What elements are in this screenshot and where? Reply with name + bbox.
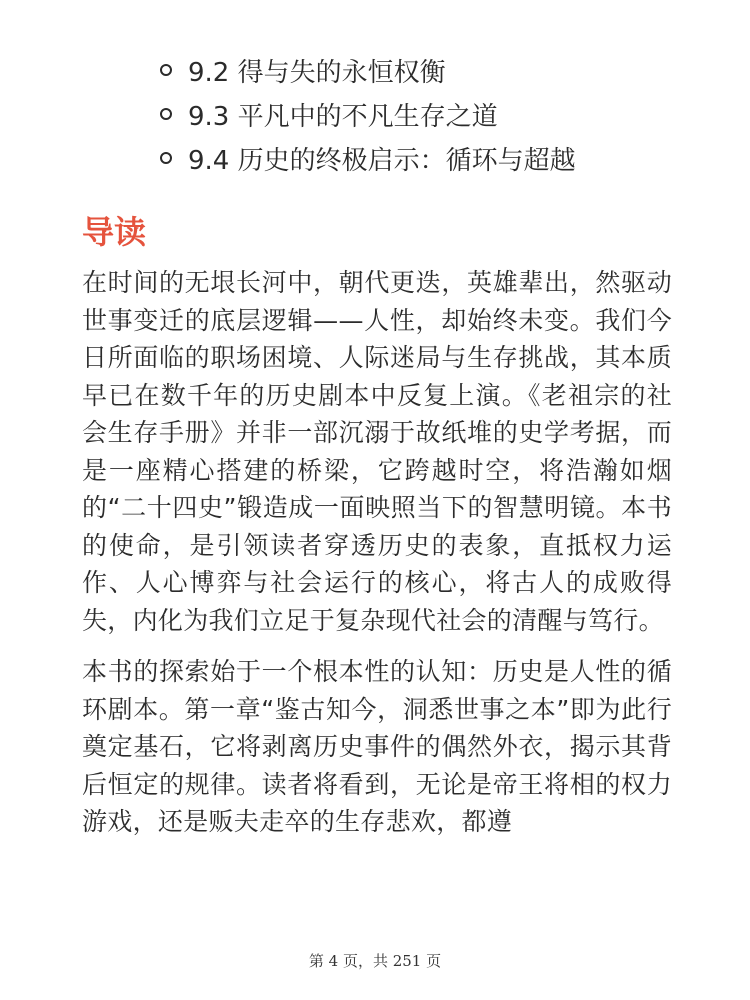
hollow-circle-bullet-icon [160,64,172,76]
section-body [82,264,672,841]
toc-item-label: 9.3 平凡中的不凡生存之道 [188,101,498,132]
paragraph: 在时间的无垠长河中，朝代更迭，英雄辈出，然驱动世事变迁的底层逻辑——人性，却始终未变。我们今日所面临的职场困境、人际迷局与生存挑战，其本质早已在数千年的历史剧本中反复上演。《老祖宗的社会生存手册》并非一部沉溺于故纸堆的史学考据，而是一座精心搭建的桥梁，它跨越时空，将浩瀚如烟的“二十四史”锻造成一面映照当下的智慧明镜。本书的使命，是引领读者穿透历史的表象，直抵权力运作、人心博弈与社会运行的核心，将古人的成败得失，内化为我们立足于复杂现代社会的清醒与笃行。 [82,268,672,635]
toc-item-label: 9.2 得与失的永恒权衡 [188,57,446,88]
hollow-circle-bullet-icon [160,108,172,120]
toc-list [160,48,576,180]
toc-item[interactable] [160,92,576,136]
section-title: 导读 [82,213,147,251]
toc-item[interactable] [160,136,576,180]
toc-item[interactable] [160,48,576,92]
hollow-circle-bullet-icon [160,152,172,164]
paragraph: 本书的探索始于一个根本性的认知：历史是人性的循环剧本。第一章“鉴古知今，洞悉世事之本”即为此行奠定基石，它将剥离历史事件的偶然外衣，揭示其背后恒定的规律。读者将看到，无论是帝王将相的权力游戏，还是贩夫走卒的生存悲欢，都遵 [82,657,672,836]
page-number: 第 4 页，共 251 页 [308,952,442,970]
toc-item-label: 9.4 历史的终极启示：循环与超越 [188,145,576,176]
